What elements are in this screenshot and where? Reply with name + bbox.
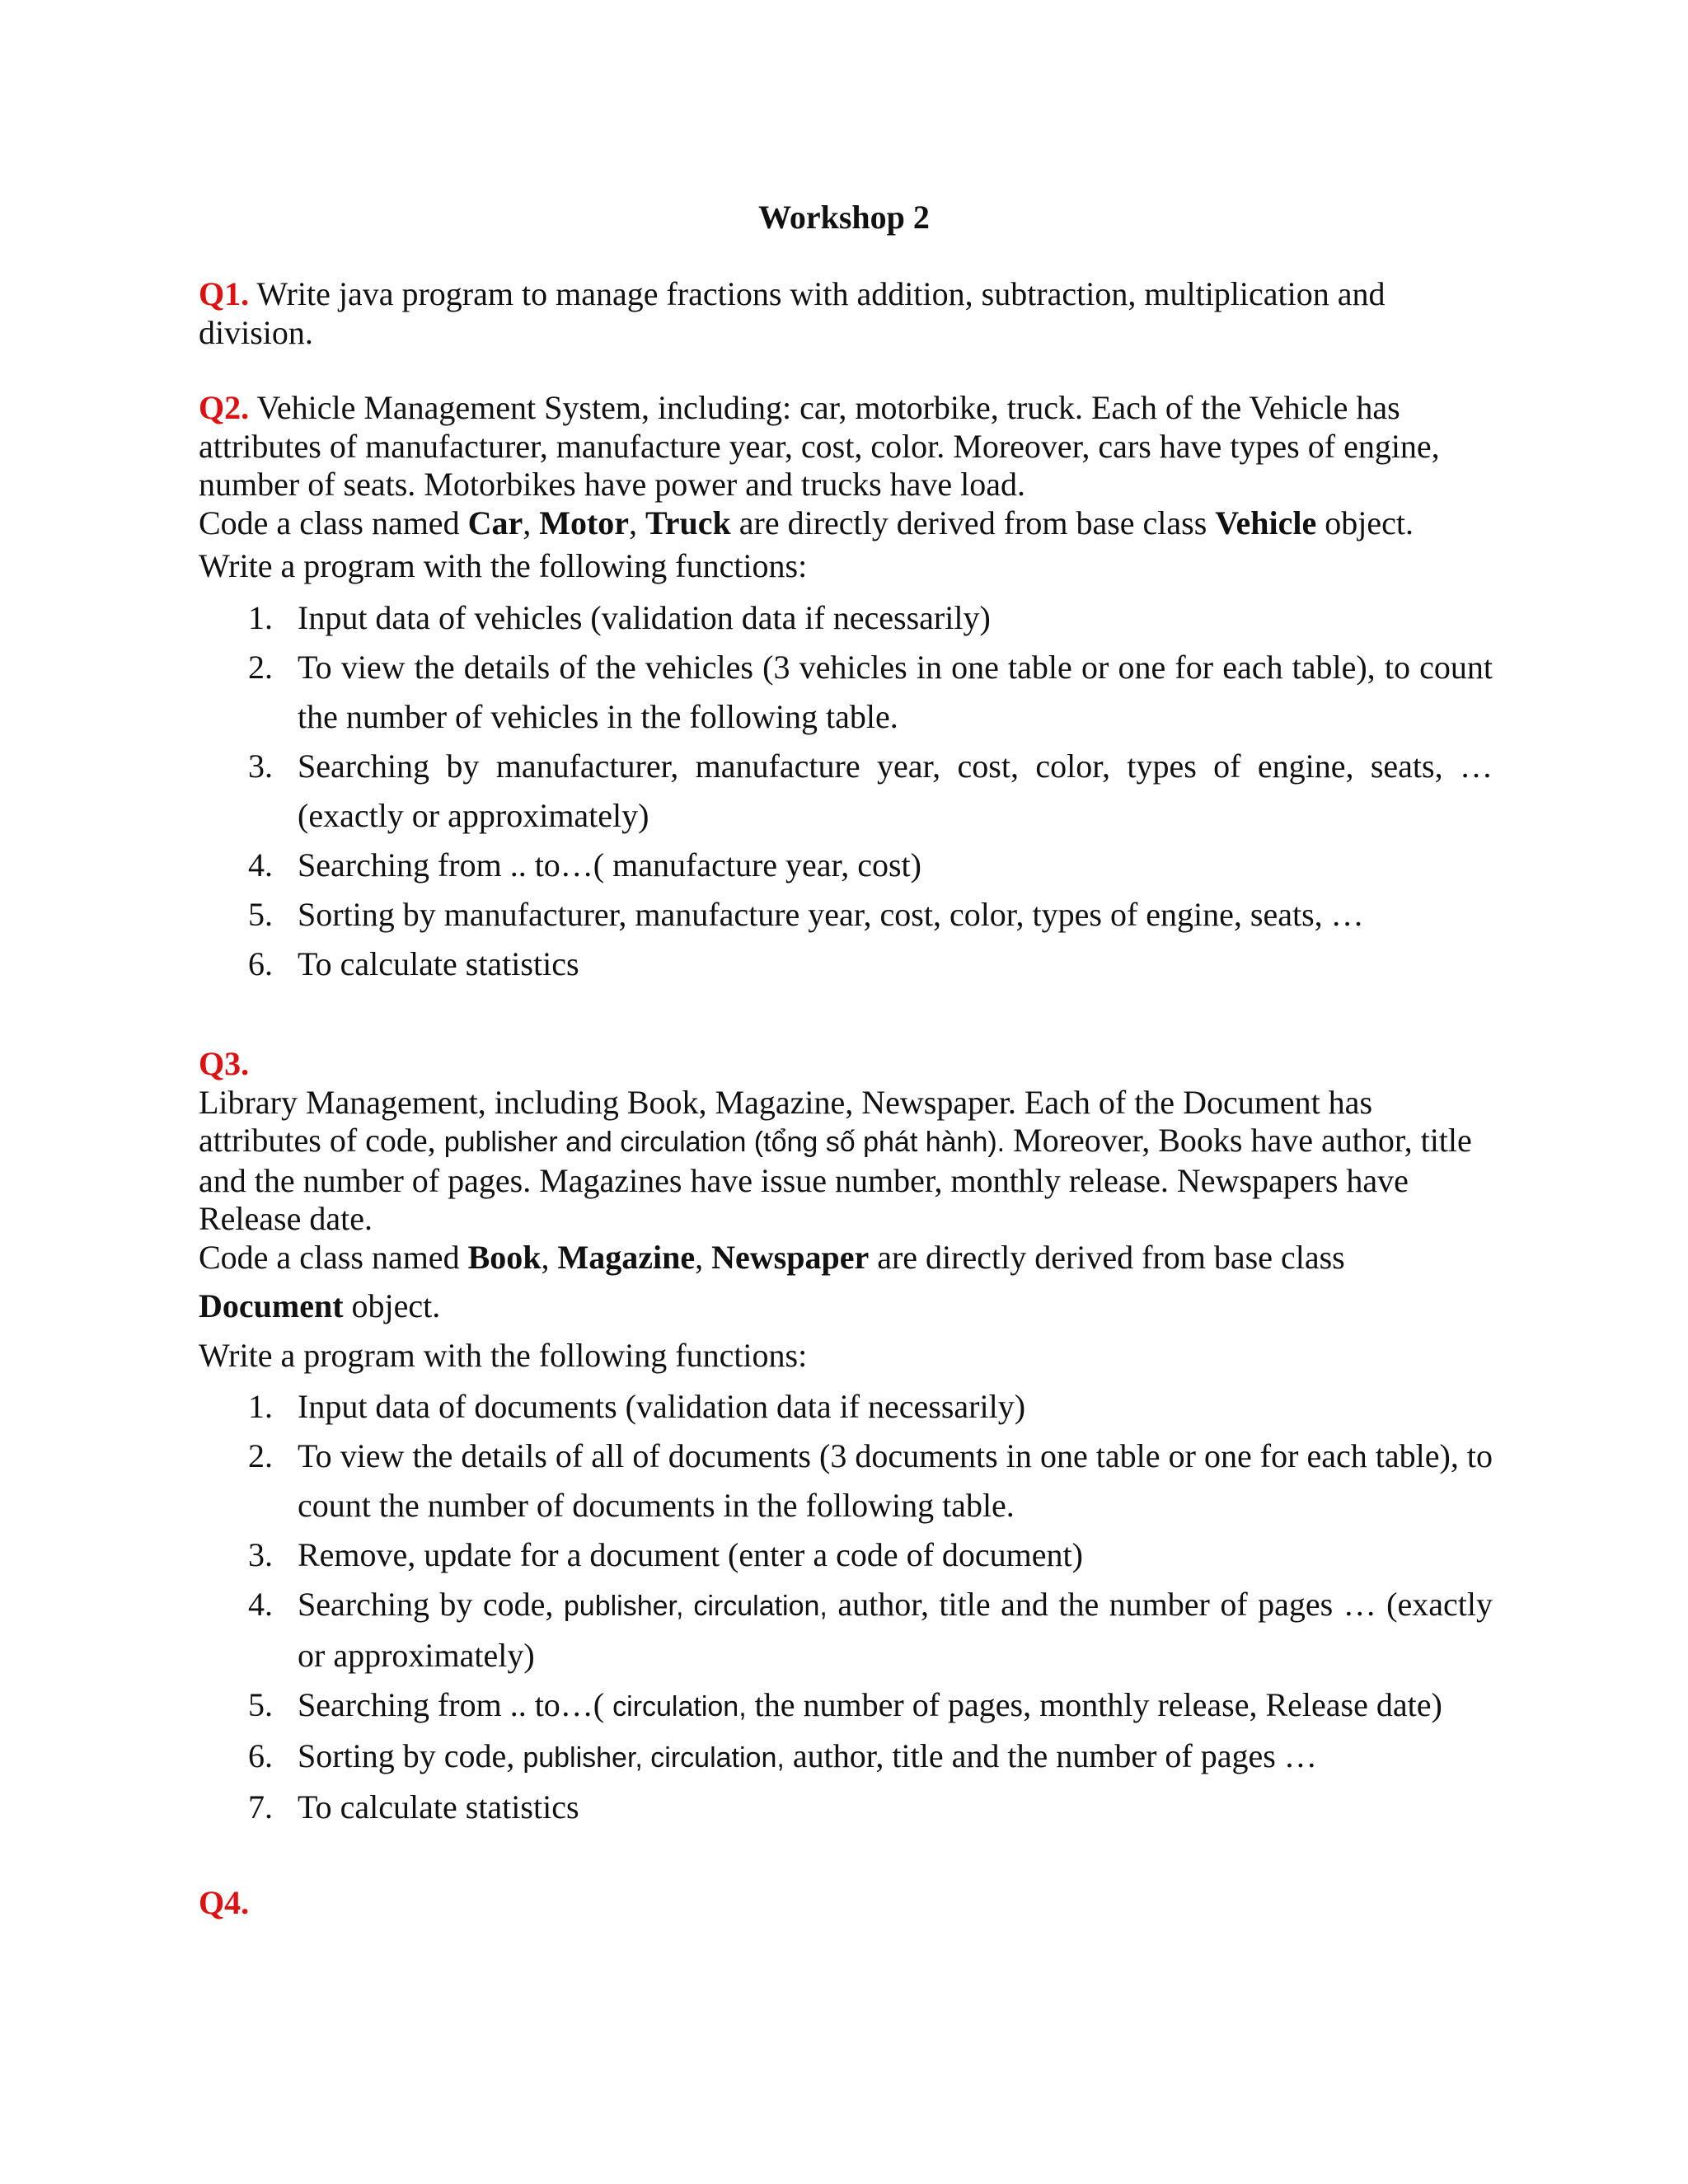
q1-line-1 <box>199 275 1501 314</box>
list-item <box>199 1580 1493 1680</box>
list-item <box>199 643 1493 742</box>
page-title: Workshop 2 <box>758 199 930 236</box>
q2-code-line <box>199 504 1501 543</box>
list-item <box>199 1732 1493 1783</box>
list-item <box>199 1530 1493 1580</box>
list-item-text-sans: circulation, <box>612 1691 747 1722</box>
list-item <box>199 742 1493 841</box>
list-item-text: To view the details of the vehicles (3 vehicles in one table or one for each table), to count the number of vehicles in the following table. <box>298 649 1493 735</box>
q3-code-line <box>199 1239 1501 1277</box>
q3-text-2-prefix: attributes of code, <box>199 1122 444 1159</box>
q3-class-newspaper: Newspaper <box>711 1238 870 1276</box>
q3-text-2-sans: publisher and circulation (tổng số phát hành). <box>443 1127 1006 1158</box>
list-item-text-pre: Searching from .. to…( <box>298 1686 613 1723</box>
q2-functions-intro: Write a program with the following functions: <box>199 547 808 584</box>
q3-functions-intro: Write a program with the following functions: <box>199 1337 808 1374</box>
list-item-text-post: author, title and the number of pages … (exactly or approximately) <box>298 1586 1493 1674</box>
q3-paragraph <box>199 1045 1501 1277</box>
q2-code-suffix: object. <box>1316 504 1414 541</box>
list-item-number: 1. <box>248 599 273 636</box>
q1-paragraph <box>199 275 1501 352</box>
q2-base-class: Vehicle <box>1215 504 1317 541</box>
q2-text-1: Vehicle Management System, including: car, motorbike, truck. Each of the Vehicle has <box>249 389 1400 426</box>
list-item-text: To calculate statistics <box>298 945 579 982</box>
list-item-number: 3. <box>248 748 273 785</box>
list-item <box>199 1432 1493 1530</box>
list-item <box>199 593 1493 643</box>
q2-code-mid: are directly derived from base class <box>730 504 1216 541</box>
q3-code-prefix: Code a class named <box>199 1238 468 1276</box>
list-item-text-post: author, title and the number of pages … <box>784 1737 1317 1774</box>
list-item-text: Searching by manufacturer, manufacture year, cost, color, types of engine, seats, … (exactly or approximately) <box>298 748 1493 834</box>
q2-label: Q2. <box>199 389 250 426</box>
q3-text-3: and the number of pages. Magazines have issue number, monthly release. Newspapers have <box>199 1161 1409 1199</box>
q3-code-suffix: object. <box>343 1287 441 1324</box>
list-item-text-pre: Sorting by code, <box>298 1737 523 1774</box>
list-item-text: Input data of vehicles (validation data if necessarily) <box>298 599 991 636</box>
q2-class-truck: Truck <box>645 504 731 541</box>
q2-code-prefix: Code a class named <box>199 504 468 541</box>
list-item-text: To view the details of all of documents (3 documents in one table or one for each table), to count the number of documents in the following table. <box>298 1437 1493 1524</box>
list-item-number: 4. <box>248 846 273 883</box>
q2-text-2: attributes of manufacturer, manufacture year, cost, color. Moreover, cars have types of engine, <box>199 427 1440 465</box>
list-item-number: 5. <box>248 896 273 933</box>
q2-function-list <box>199 593 1493 989</box>
q3-class-book: Book <box>467 1238 542 1276</box>
list-item <box>199 1680 1493 1732</box>
list-item-number: 6. <box>248 945 273 982</box>
q3-sep-1: , <box>541 1238 558 1276</box>
q3-code-mid: are directly derived from base class <box>869 1238 1345 1276</box>
list-item <box>199 1382 1493 1432</box>
q1-label: Q1. <box>199 275 250 312</box>
q3-code-line-2 <box>199 1287 1501 1326</box>
q1-text-1: Write java program to manage fractions with addition, subtraction, multiplication and <box>249 275 1386 312</box>
q3-label: Q3. <box>199 1045 250 1082</box>
list-item-text-post: the number of pages, monthly release, Release date) <box>746 1686 1442 1723</box>
list-item <box>199 890 1493 940</box>
list-item-text-pre: Searching by code, <box>298 1586 564 1623</box>
list-item-text-sans: publisher, circulation, <box>523 1742 785 1774</box>
list-item <box>199 841 1493 890</box>
q2-class-car: Car <box>467 504 523 541</box>
q3-text-2-suffix: Moreover, Books have author, title <box>1005 1122 1472 1159</box>
list-item-number: 3. <box>248 1536 273 1573</box>
q2-class-motor: Motor <box>539 504 630 541</box>
q3-text-4: Release date. <box>199 1200 373 1237</box>
q2-paragraph <box>199 389 1501 542</box>
list-item-number: 5. <box>248 1686 273 1723</box>
list-item-number: 2. <box>248 649 273 686</box>
list-item <box>199 1783 1493 1832</box>
q3-text-1: Library Management, including Book, Magazine, Newspaper. Each of the Document has <box>199 1083 1373 1121</box>
list-item-number: 6. <box>248 1737 273 1774</box>
list-item-text-sans: publisher, circulation, <box>563 1591 828 1622</box>
list-item-number: 7. <box>248 1788 273 1825</box>
q2-sep-2: , <box>629 504 646 541</box>
list-item-number: 1. <box>248 1388 273 1425</box>
q2-line-1 <box>199 389 1501 428</box>
list-item <box>199 940 1493 989</box>
q1-text-2: division. <box>199 313 313 351</box>
list-item-text: Input data of documents (validation data if necessarily) <box>298 1388 1026 1425</box>
list-item-text: Searching from .. to…( manufacture year, cost) <box>298 846 921 883</box>
list-item-text: Sorting by manufacturer, manufacture year, cost, color, types of engine, seats, … <box>298 896 1364 933</box>
q2-sep-1: , <box>523 504 540 541</box>
q3-class-magazine: Magazine <box>557 1238 696 1276</box>
q3-base-class: Document <box>199 1287 344 1324</box>
list-item-text: Remove, update for a document (enter a code of document) <box>298 1536 1083 1573</box>
q3-function-list <box>199 1382 1493 1832</box>
list-item-number: 2. <box>248 1437 273 1474</box>
list-item-text: To calculate statistics <box>298 1788 579 1825</box>
q3-sep-2: , <box>695 1238 712 1276</box>
list-item-number: 4. <box>248 1586 273 1623</box>
q2-text-3: number of seats. Motorbikes have power and trucks have load. <box>199 466 1026 503</box>
q3-line-2 <box>199 1122 1501 1162</box>
q4-label: Q4. <box>199 1884 250 1921</box>
